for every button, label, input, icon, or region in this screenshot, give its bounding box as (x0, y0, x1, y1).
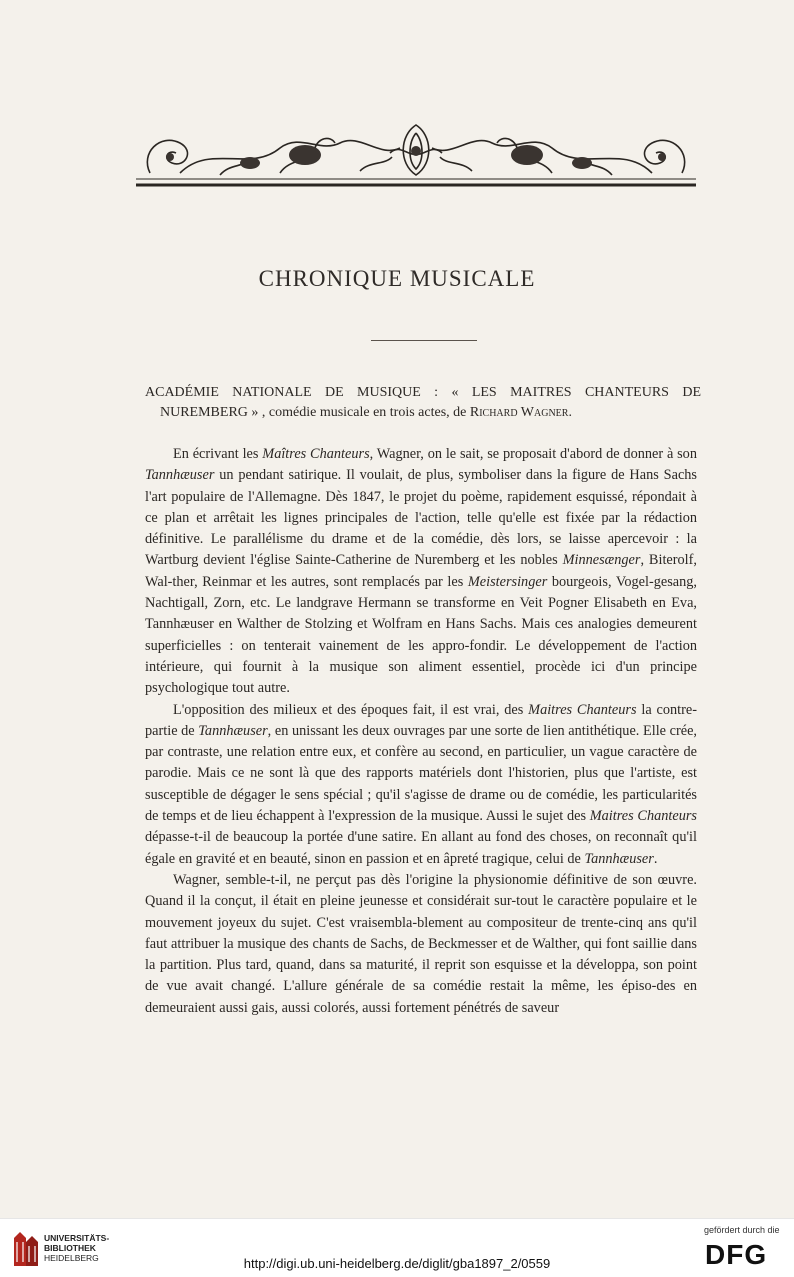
paragraph-text: dépasse-t-il de beaucoup la portée d'une satire. En allant au fond des choses, on reconnaît qu'il égale en gravité et en beauté, sinon en passion et en âpreté tragique, celui de (145, 829, 697, 867)
article-subheading (145, 383, 701, 423)
title-divider (371, 340, 477, 341)
dfg-logo: DFG (705, 1239, 768, 1270)
italic-title: Tannhæuser (198, 722, 268, 739)
italic-title: Meistersinger (467, 573, 548, 590)
subheading-author: Richard Wagner. (469, 405, 572, 420)
italic-title: Maitres Chanteurs (589, 808, 697, 825)
article-body (145, 444, 697, 1019)
paragraph-text: En écrivant les (173, 446, 263, 462)
ornamental-headpiece (130, 113, 702, 191)
paragraph-text: , en unissant les deux ouvrages par une sorte de lien antithétique. Elle crée, par contraste, une relation entre eux, et confère au second, en particulier, un vague caractère de parodie. Mais ce ne sont là que des rapports matériels dont l'historien, plus que l'artiste, est susceptible de dégager le sens spécial ; qu'il s'agisse de drame ou de comédie, les particularités de temps et de lieu échappent à l'expression de la musique. Aussi le sujet des (145, 722, 698, 825)
subheading-line-2-text: NUREMBERG » , comédie musicale en trois actes, de (160, 405, 470, 420)
library-name-line-1: UNIVERSITÄTS- (44, 1233, 110, 1243)
paragraph-text: un pendant satirique. Il voulait, de plus, symboliser dans la figure de Hans Sachs l'art populaire de l'Allemagne. Dès 1847, le projet du poème, rapidement esquissé, répondait à ce plan et arrêtait les lignes principales de l'action, telle qu'elle est fixée par la rédaction définitive. Le parallélisme du drame et de la comédie, dès lors, se laisse apercevoir : la Wartburg devient l'église Sainte-Catherine de Nuremberg et les nobles (145, 467, 697, 569)
paragraph-text: . (653, 850, 658, 867)
funding-caption: gefördert durch die (704, 1225, 780, 1235)
italic-title: Maîtres Chanteurs (262, 446, 370, 462)
body-paragraph (145, 870, 697, 1019)
paragraph-text: , Wagner, on le sait, se proposait d'abord de donner à son (369, 446, 697, 462)
italic-title: Tannhæuser (584, 850, 654, 867)
paragraph-text: bourgeois, Vogel-gesang, Nachtigall, Zorn, etc. Le landgrave Hermann se transforme en Veit Pogner Elisabeth en Eva, Tannhæuser en Walther de Stolzing et Wolfram en Hans Sachs. Mais ces analogies demeurent superficielles : on tenterait vainement de les appro-fondir. Le développement de l'action intérieure, qui fournit à la musique son aliment essentiel, procède ici d'un principe psychologique tout autre. (145, 573, 697, 697)
subheading-line-1: ACADÉMIE NATIONALE DE MUSIQUE : « LES MAITRES CHANTEURS DE (145, 385, 701, 400)
library-name-line-3: HEIDELBERG (44, 1253, 99, 1263)
body-paragraph (145, 700, 697, 870)
paragraph-text: la contre-partie de (145, 701, 697, 739)
permalink-url[interactable]: http://digi.ub.uni-heidelberg.de/diglit/gba1897_2/0559 (243, 1256, 551, 1271)
italic-title: Maitres Chanteurs (528, 701, 637, 718)
page-title: CHRONIQUE MUSICALE (258, 266, 536, 291)
library-name-line-2: BIBLIOTHEK (44, 1243, 96, 1253)
italic-title: Tannhæuser (145, 467, 215, 484)
paragraph-text: L'opposition des milieux et des époques fait, il est vrai, des (173, 701, 529, 718)
paragraph-text: Wagner, semble-t-il, ne perçut pas dès l'origine la physionomie définitive de son œuvre. Quand il la conçut, il était en pleine jeunesse et considérait sur-tout le caractère populaire et le mouvement joyeux du sujet. C'est vraisembla-blement au compositeur de trente-cinq ans qu'il faut attribuer la musique des chants de Sachs, de Beckmesser et de Walther, qui font saillie dans la partition. Plus tard, quand, dans sa maturité, il reprit son esquisse et la développa, son point de vue avait changé. L'allure générale de sa comédie restait la même, les épiso-des en demeuraient aussi gais, aussi colorés, aussi fortement pénétrés de saveur (145, 871, 697, 1016)
italic-title: Minnesænger (562, 552, 641, 569)
body-paragraph (145, 444, 697, 700)
subheading-line-2 (145, 403, 701, 423)
paragraph-text: , Biterolf, Wal-ther, Reinmar et les autres, sont remplacés par les (145, 552, 697, 590)
